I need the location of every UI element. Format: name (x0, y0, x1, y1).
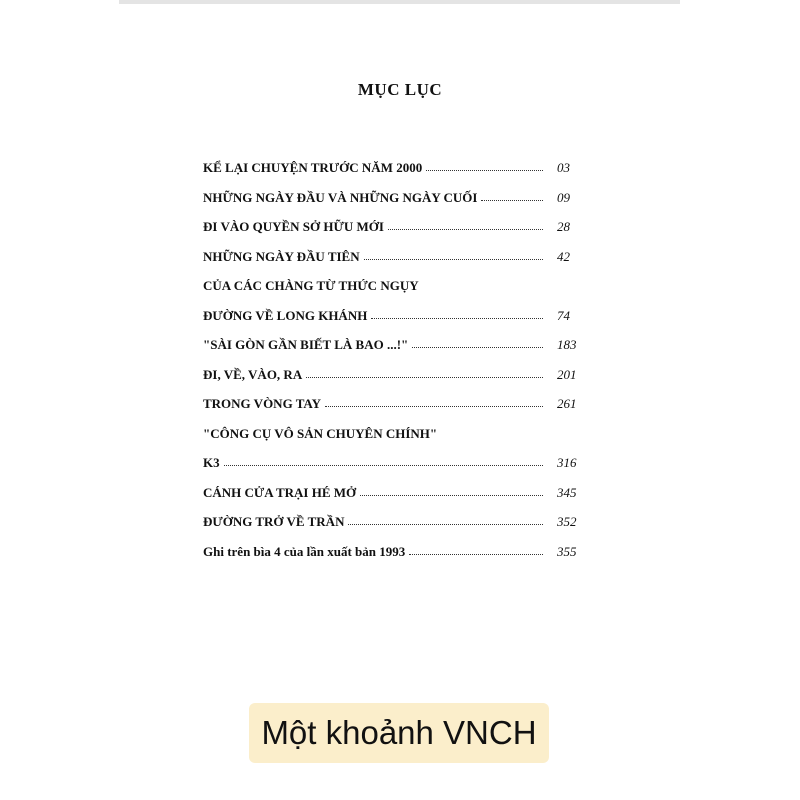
caption-banner (249, 703, 549, 763)
toc-entry-page: 183 (557, 337, 577, 352)
toc-entry-title: Ghi trên bìa 4 của lần xuất bản 1993 (203, 543, 406, 559)
toc-entry-title: ĐƯỜNG TRỞ VỀ TRẦN (203, 514, 345, 529)
toc-entry (203, 190, 583, 220)
toc-entry-title: ĐI, VỀ, VÀO, RA (203, 366, 303, 382)
toc-dot-leader (325, 397, 543, 407)
table-of-contents (203, 160, 583, 573)
toc-entry-title: K3 (203, 455, 220, 470)
toc-entry-page: 355 (557, 543, 577, 559)
toc-entry (203, 160, 583, 190)
toc-entry-page: 09 (557, 189, 570, 205)
toc-entry (203, 367, 583, 397)
toc-entry (203, 455, 583, 485)
toc-entry-title: CỦA CÁC CHÀNG TỪ THỨC NGỤY (203, 278, 419, 293)
toc-entry (203, 249, 583, 279)
toc-dot-leader (371, 309, 543, 319)
toc-entry-title: KỂ LẠI CHUYỆN TRƯỚC NĂM 2000 (203, 160, 423, 175)
toc-dot-leader (348, 515, 543, 525)
toc-entry (203, 426, 583, 456)
banner-text: Một khoảnh VNCH (261, 714, 537, 751)
toc-dot-leader (360, 486, 543, 496)
toc-dot-leader (409, 545, 543, 555)
toc-entry (203, 219, 583, 249)
toc-dot-leader (412, 338, 543, 348)
toc-dot-leader (364, 250, 543, 260)
toc-entry-page: 03 (557, 160, 570, 175)
top-divider (119, 0, 680, 4)
toc-dot-leader (224, 456, 543, 466)
toc-entry-title: ĐƯỜNG VỀ LONG KHÁNH (203, 307, 368, 323)
toc-entry-page: 261 (557, 396, 577, 411)
toc-entry-title: "CÔNG CỤ VÔ SẢN CHUYÊN CHÍNH" (203, 425, 438, 441)
toc-entry-title: ĐI VÀO QUYỀN SỞ HỮU MỚI (203, 219, 384, 234)
toc-entry-title: NHỮNG NGÀY ĐẦU TIÊN (203, 248, 360, 264)
toc-entry-page: 28 (557, 219, 570, 234)
toc-dot-leader (481, 191, 543, 201)
toc-entry-title: CÁNH CỬA TRẠI HÉ MỞ (203, 484, 357, 500)
toc-entry (203, 308, 583, 338)
toc-entry (203, 396, 583, 426)
toc-entry-page: 42 (557, 248, 570, 264)
toc-entry (203, 337, 583, 367)
toc-entry-title: TRONG VÒNG TAY (203, 396, 321, 411)
toc-dot-leader (306, 368, 543, 378)
toc-dot-leader (426, 161, 543, 171)
toc-entry (203, 544, 583, 574)
toc-entry (203, 278, 583, 308)
toc-entry (203, 485, 583, 515)
toc-entry (203, 514, 583, 544)
page-title: MỤC LỤC (357, 80, 443, 99)
toc-entry-page: 352 (557, 514, 577, 529)
toc-entry-page: 345 (557, 484, 577, 500)
toc-entry-title: NHỮNG NGÀY ĐẦU VÀ NHỮNG NGÀY CUỐI (203, 189, 478, 205)
toc-entry-page: 74 (557, 307, 570, 323)
toc-dot-leader (388, 220, 543, 230)
toc-entry-page: 316 (557, 455, 577, 470)
toc-entry-page: 201 (557, 366, 577, 382)
toc-entry-title: "SÀI GÒN GẦN BIẾT LÀ BAO ...!" (203, 337, 409, 352)
